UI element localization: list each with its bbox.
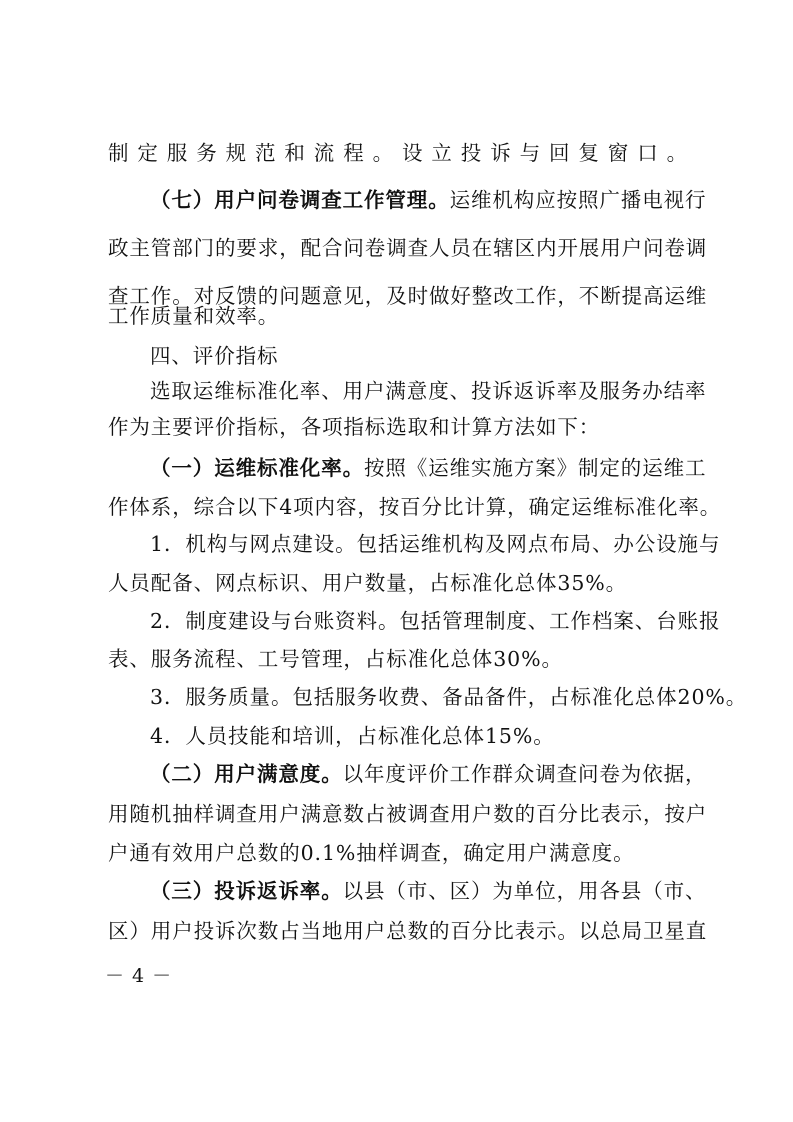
paragraph-line [108, 412, 600, 442]
line-text: 运维机构应按照广播电视行 [449, 188, 707, 212]
line-text: 政主管部门的要求，配合问卷调查人员在辖区内开展用户问卷调 [108, 236, 708, 260]
line-text: 按照《运维实施方案》制定的运维工 [364, 456, 707, 480]
paragraph-line [108, 568, 627, 598]
list-item-3 [150, 682, 747, 712]
line-text: 用随机抽样调查用户满意数占被调查用户数的百分比表示，按户 [108, 802, 708, 826]
paragraph-line [108, 838, 634, 868]
paragraph-line [150, 376, 707, 406]
paragraph-line [108, 916, 708, 946]
subsection-1-heading-line [150, 453, 707, 483]
list-item-4 [150, 721, 555, 751]
line-text: 作为主要评价指标，各项指标选取和计算方法如下： [108, 415, 601, 439]
paragraph-line [108, 492, 722, 522]
line-text: 户通有效用户总数的0.1%抽样调查，确定用户满意度。 [108, 841, 635, 865]
line-text: 区）用户投诉次数占当地用户总数的百分比表示。以总局卫星直 [108, 919, 708, 943]
line-text: 选取运维标准化率、用户满意度、投诉返诉率及服务办结率 [150, 379, 707, 403]
line-text: 人员配备、网点标识、用户数量，占标准化总体35%。 [108, 571, 628, 595]
line-text: 以县（市、区）为单位，用各县（市、 [342, 879, 707, 903]
line-text: 制定服务规范和流程。设立投诉与回复窗口。 [108, 141, 688, 165]
paragraph-line [108, 799, 708, 829]
line-text: 工作质量和效率。 [108, 304, 280, 328]
paragraph-line [108, 644, 563, 674]
page-number: － 4 － [105, 965, 173, 987]
line-text: 以年度评价工作群众调查问卷为依据， [342, 762, 707, 786]
paragraph-line [108, 233, 708, 263]
line-text: 表、服务流程、工号管理，占标准化总体30%。 [108, 647, 563, 671]
line-text: 作体系，综合以下4项内容，按百分比计算，确定运维标准化率。 [108, 495, 722, 519]
subsection-2-heading: （二）用户满意度。 [150, 762, 343, 786]
line-text: 3．服务质量。包括服务收费、备品备件，占标准化总体20%。 [150, 685, 748, 709]
line-text: 查工作。对反馈的问题意见，及时做好整改工作，不断提高运维 [108, 284, 708, 308]
subsection-2-heading-line [150, 759, 707, 789]
list-item-1 [150, 529, 721, 559]
section-4-heading [150, 341, 278, 371]
line-text: 2．制度建设与台账资料。包括管理制度、工作档案、台账报 [150, 609, 721, 633]
subsection-3-heading: （三）投诉返诉率。 [150, 879, 343, 903]
section-7-heading: （七）用户问卷调查工作管理。 [150, 188, 450, 212]
heading-text: 四、评价指标 [150, 344, 279, 368]
line-text: 4．人员技能和培训，占标准化总体15%。 [150, 724, 555, 748]
subsection-1-heading: （一）运维标准化率。 [150, 456, 364, 480]
paragraph-line [108, 301, 279, 331]
paragraph-line [108, 138, 688, 168]
line-text: 1．机构与网点建设。包括运维机构及网点布局、办公设施与 [150, 532, 721, 556]
section-7-heading-line [150, 185, 707, 215]
list-item-2 [150, 606, 721, 636]
subsection-3-heading-line [150, 876, 707, 906]
